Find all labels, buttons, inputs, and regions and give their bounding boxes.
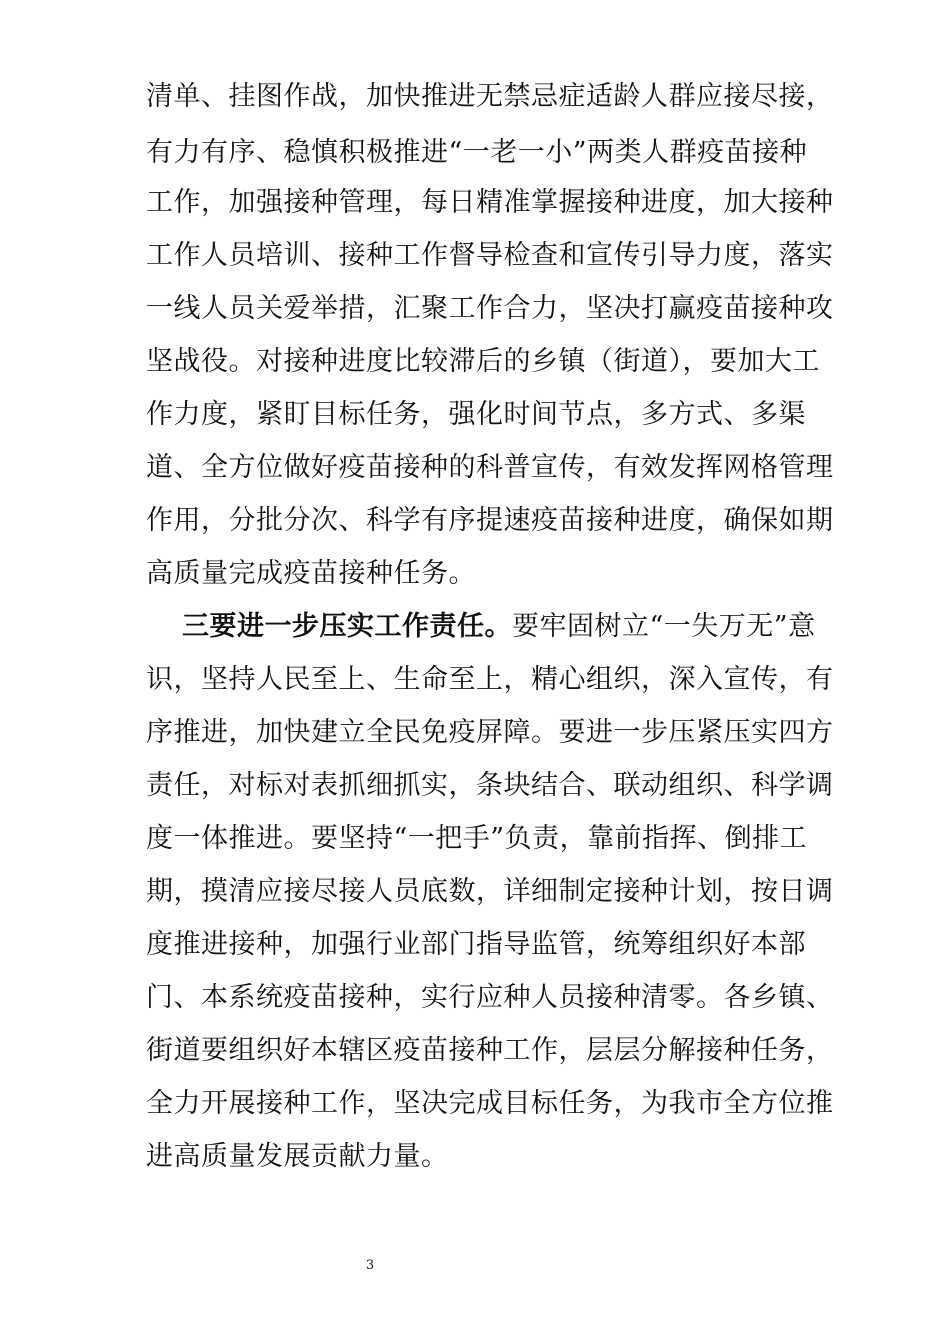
paragraph-2-line-1 [182, 611, 816, 643]
paragraph-2-line-5: 度一体推进。要坚持“一把手”负责，靠前指挥、倒排工 [146, 823, 808, 854]
paragraph-2-line-2: 识，坚持人民至上、生命至上，精心组织，深入宣传，有 [146, 664, 834, 695]
paragraph-1-line-2: 有力有序、稳慎积极推进“一老一小”两类人群疫苗接种 [146, 137, 808, 168]
paragraph-2-line-3: 序推进，加快建立全民免疫屏障。要进一步压紧压实四方 [146, 717, 834, 748]
paragraph-1-line-6: 坚战役。对接种进度比较滞后的乡镇（街道），要加大工 [146, 346, 820, 377]
paragraph-1-line-9: 作用，分批分次、科学有序提速疫苗接种进度，确保如期 [146, 505, 834, 536]
paragraph-2-line-7: 度推进接种，加强行业部门指导监管，统筹组织好本部 [146, 929, 806, 960]
paragraph-2-first-line-text: 要牢固树立“一失万无”意 [512, 611, 816, 642]
page-number: 3 [365, 1258, 375, 1273]
paragraph-2-line-9: 街道要组织好本辖区疫苗接种工作，层层分解接种任务， [146, 1035, 834, 1066]
paragraph-1-line-7: 作力度，紧盯目标任务，强化时间节点，多方式、多渠 [146, 399, 806, 430]
paragraph-1-line-10: 高质量完成疫苗接种任务。 [146, 558, 476, 589]
paragraph-1-line-4: 工作人员培训、接种工作督导检查和宣传引导力度，落实 [146, 240, 834, 271]
paragraph-2-line-10: 全力开展接种工作，坚决完成目标任务，为我市全方位推 [146, 1088, 834, 1119]
paragraph-1-line-1: 清单、挂图作战，加快推进无禁忌症适龄人群应接尽接， [146, 81, 834, 112]
paragraph-1-line-5: 一线人员关爱举措，汇聚工作合力，坚决打赢疫苗接种攻 [146, 293, 834, 324]
paragraph-1-line-3: 工作，加强接种管理，每日精准掌握接种进度，加大接种 [146, 187, 834, 218]
paragraph-2-line-6: 期，摸清应接尽接人员底数，详细制定接种计划，按日调 [146, 876, 834, 907]
paragraph-2-line-11: 进高质量发展贡献力量。 [146, 1141, 449, 1172]
paragraph-1-line-8: 道、全方位做好疫苗接种的科普宣传，有效发挥网格管理 [146, 452, 834, 483]
paragraph-2-heading: 三要进一步压实工作责任。 [182, 611, 512, 642]
paragraph-2-line-8: 门、本系统疫苗接种，实行应种人员接种清零。各乡镇、 [146, 982, 834, 1013]
paragraph-2-line-4: 责任，对标对表抓细抓实，条块结合、联动组织、科学调 [146, 770, 834, 801]
